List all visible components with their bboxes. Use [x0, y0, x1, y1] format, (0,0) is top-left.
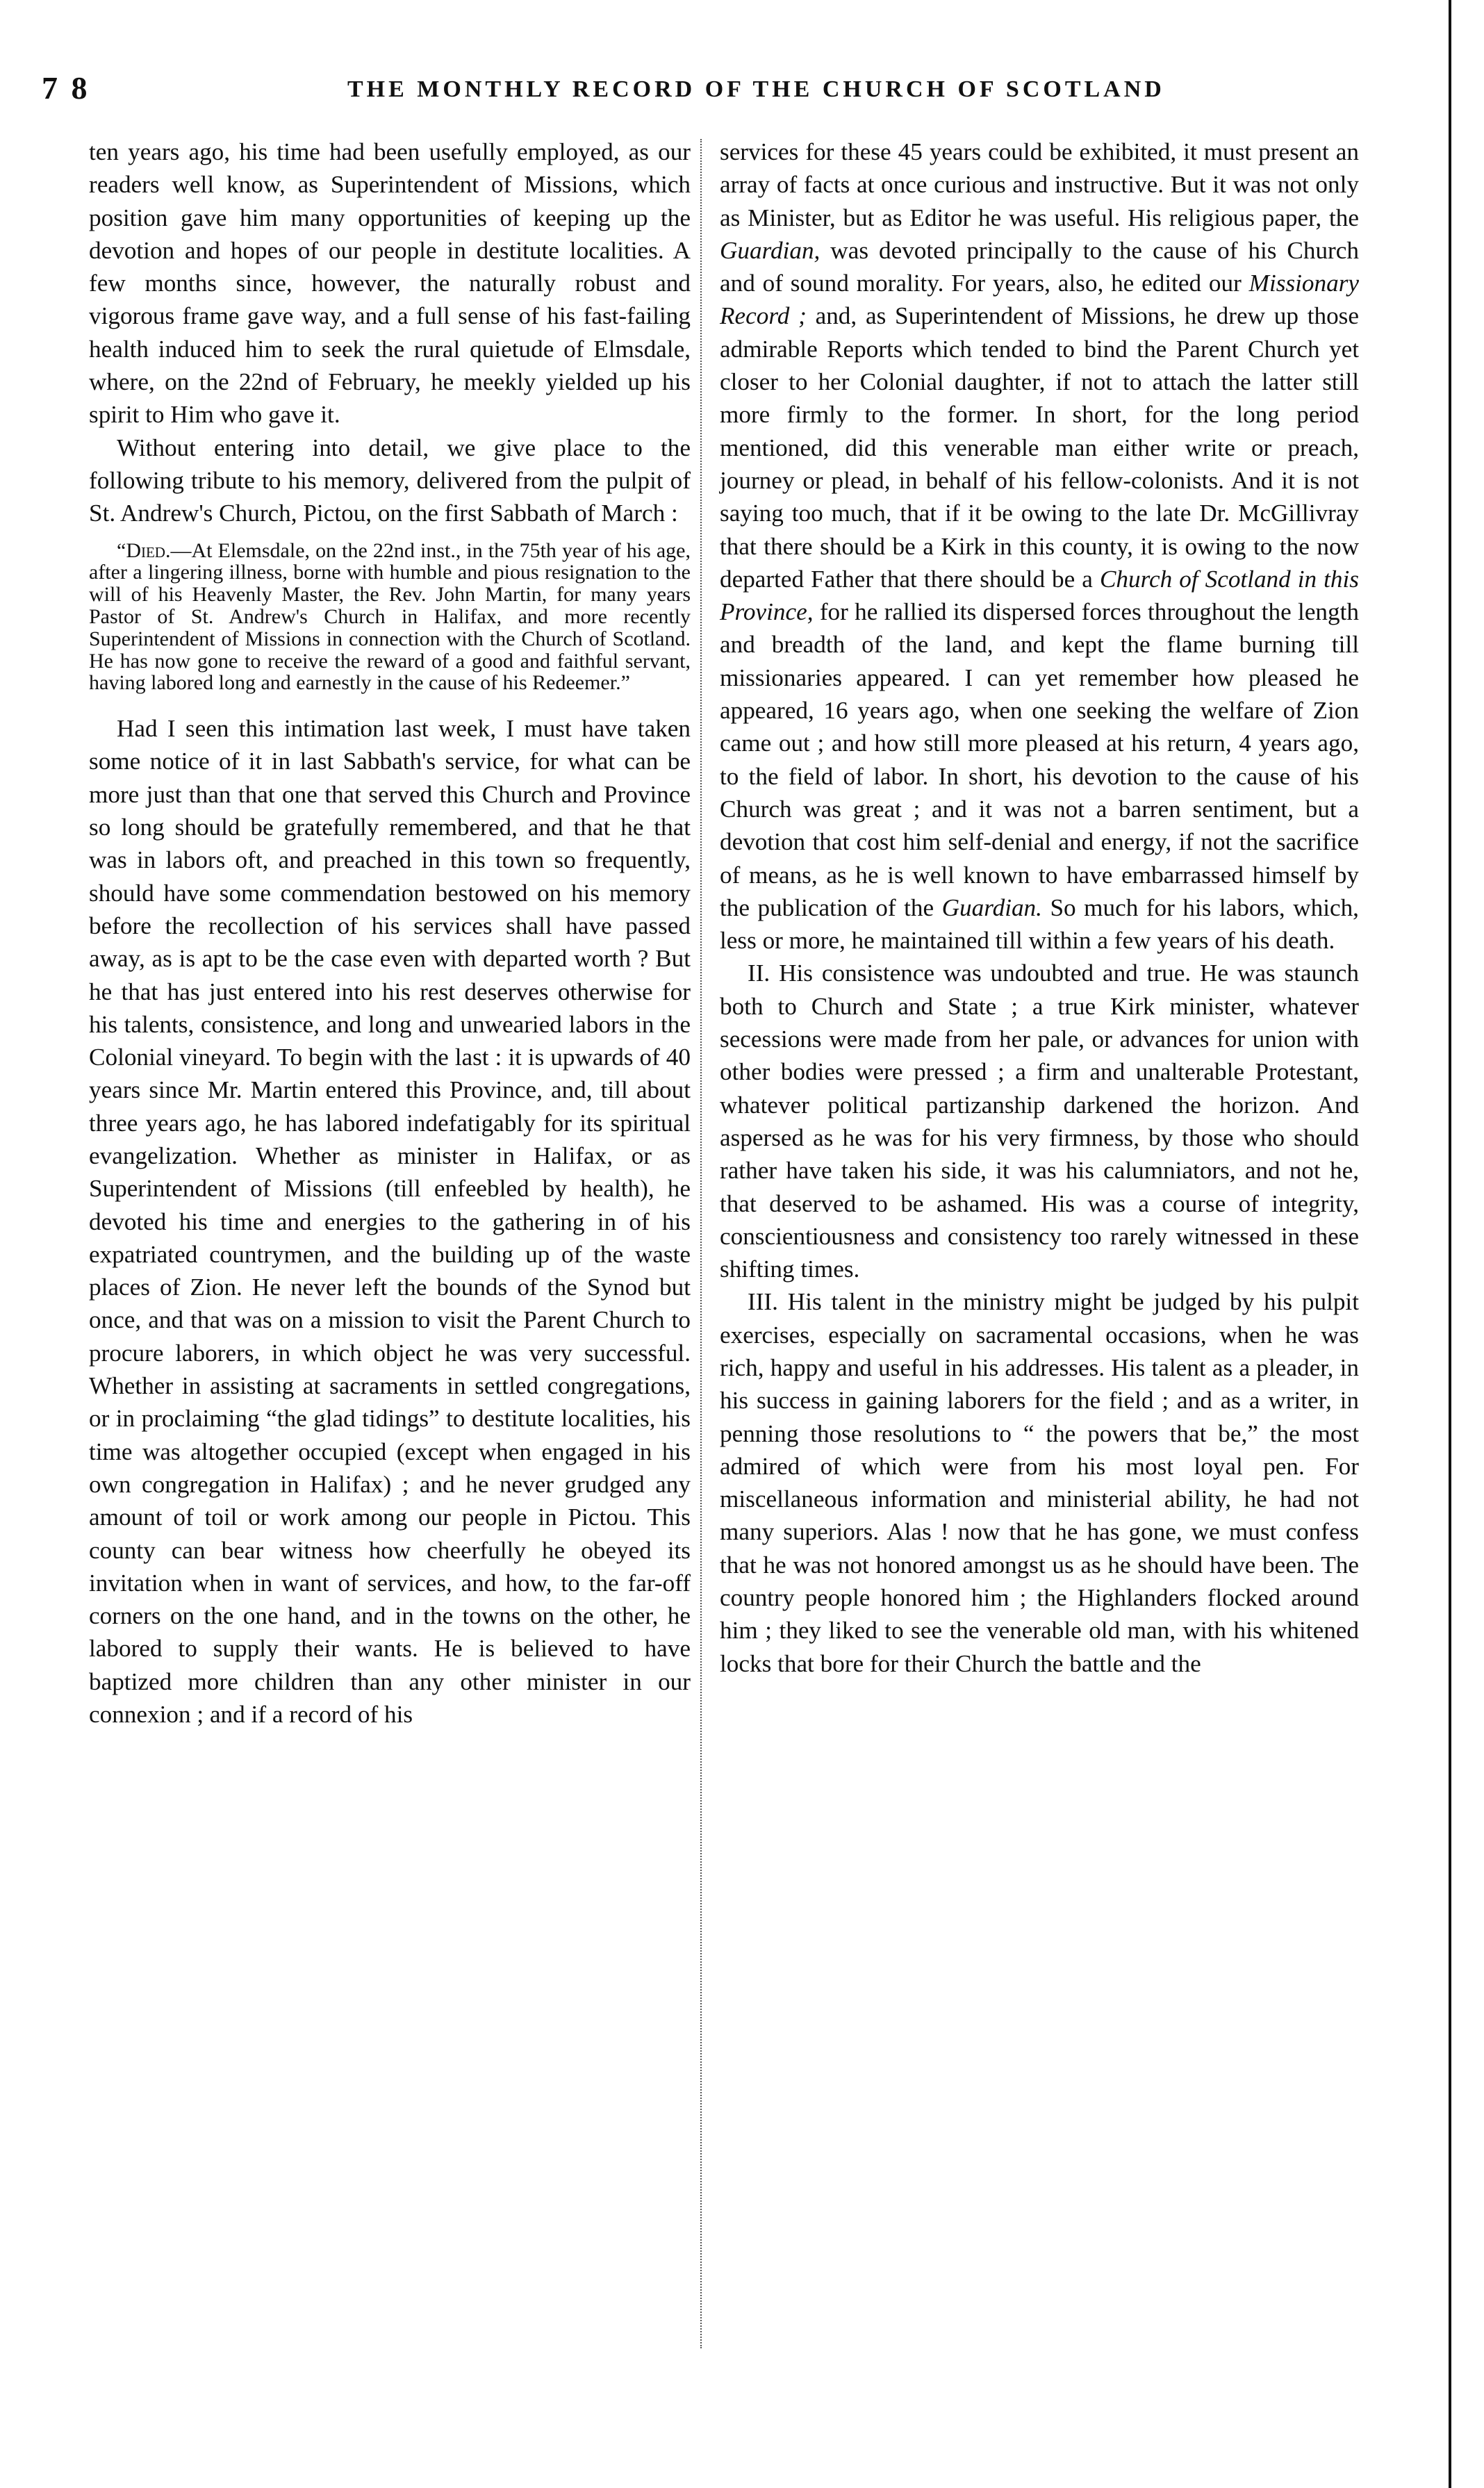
text-run: and, as Superintendent of Missions, he drew up those admirable Reports which tended to bind the Parent Church yet closer to her Colonial daughter, if not to attach the latter still more firmly to the former. In short, for the long period mentioned, did this venerable man either write or preach, journey or plead, in behalf of his fellow-colonists. And it is not saying too much, that if it be owing to the late Dr. McGillivray that there should be a Kirk in this county, it is owing to the now departed Father that there should be a: [720, 302, 1359, 593]
running-title: THE MONTHLY RECORD OF THE CHURCH OF SCOTLAND: [347, 76, 1165, 102]
page-header: [42, 69, 1403, 111]
left-paragraph-1: ten years ago, his time had been usefully employed, as our readers well know, as Superintendent of Missions, which position gave him many opportunities of keeping up the devotion and hopes of our people in destitute localities. A few months since, however, the naturally robust and vigorous frame gave way, and a full sense of his fast-failing health induced him to seek the rural quietude of Elmsdale, where, on the 22nd of February, he meekly yielded up his spirit to Him who gave it.: [89, 138, 691, 429]
right-paragraph-1: [720, 135, 1359, 957]
text-run: services for these 45 years could be exhibited, it must present an array of facts at once curious and instructive. But it was not only as Minister, but as Editor he was useful. His religious paper, the: [720, 138, 1359, 231]
italic-guardian-2: Guardian.: [941, 893, 1042, 921]
column-divider: [700, 139, 703, 2348]
left-column: [89, 135, 691, 1731]
quote-body: —At Elemsdale, on the 22nd inst., in the 75th year of his age, after a lingering illness, borne with humble and pious resignation to the will of his Heavenly Master, the Rev. John Martin, for many years Pastor of St. Andrew's Church in Halifax, and more recently Superintendent of Missions in connection with the Church of Scotland. He has now gone to receive the reward of a good and faithful servant, having labored long and earnestly in the cause of his Redeemer.”: [89, 538, 691, 695]
italic-missionary-record: Missionary Record ;: [720, 270, 1359, 330]
left-paragraph-2: Without entering into detail, we give place to the following tribute to his memory, delivered from the pulpit of St. Andrew's Church, Pictou, on the first Sabbath of March :: [89, 434, 691, 527]
page-edge-rule: [1449, 0, 1451, 2488]
right-paragraph-3: III. His talent in the ministry might be judged by his pulpit exercises, especially on sacramental occasions, when he was rich, happy and useful in his addresses. His talent as a pleader, in his success in gaining laborers for the field ; and as a writer, in penning those resolutions to “ the powers that be,” the most admired of which were from his most loyal pen. For miscellaneous information and ministerial ability, he had not many superiors. Alas ! now that he has gone, we must confess that he was not honored amongst us as he should have been. The country people honored him ; the Highlanders flocked around him ; they liked to see the venerable old man, with his whitened locks that bore for their Church the battle and the: [720, 1288, 1359, 1677]
italic-church-of-scotland: Church of Scotland in this Province,: [720, 565, 1359, 626]
right-paragraph-2: II. His consistence was undoubted and true. He was staunch both to Church and State ; a true Kirk minister, whatever secessions were made from her pale, or advances for union with other bodies were pressed ; a firm and unalterable Protestant, whatever political partizanship darkened the horizon. And aspersed as he was for his very firmness, by those who should rather have taken his side, it was his calumniators, and not he, that deserved to be ashamed. His was a course of integrity, conscientiousness and consistency too rarely witnessed in these shifting times.: [720, 959, 1359, 1283]
right-column: [720, 135, 1359, 1680]
left-paragraph-3: Had I seen this intimation last week, I must have taken some notice of it in last Sabbath's service, for what can be more just than that one that served this Church and Province so long should be gratefully remembered, and that he that was in labors oft, and preached in this town so frequently, should have some commendation bestowed on his memory before the recollection of his services shall have passed away, as is apt to be the case even with departed worth ? But he that has just entered into his rest deserves otherwise for his talents, consistence, and long and unwearied labors in the Colonial vineyard. To begin with the last : it is upwards of 40 years since Mr. Martin entered this Province, and, till about three years ago, he has labored indefatigably for its spiritual evangelization. Whether as minister in Halifax, or as Superintendent of Missions (till enfeebled by health), he devoted his time and energies to the gathering in of his expatriated countrymen, and the building up of the waste places of Zion. He never left the bounds of the Synod but once, and that was on a mission to visit the Parent Church to procure laborers, in which object he was very successful. Whether in assisting at sacraments in settled congregations, or in proclaiming “the glad tidings” to destitute localities, his time was altogether occupied (except when engaged in his own congregation in Halifax) ; and he never grudged any amount of toil or work among our people in Pictou. This county can bear witness how cheerfully he obeyed its invitation when in want of services, and how, to the far-off corners on the one hand, and in the towns on the other, he labored to supply their wants. He is believed to have baptized more children than any other minister in our connexion ; and if a record of his: [89, 715, 691, 1729]
obituary-quote: [89, 540, 691, 695]
text-run: for he rallied its dispersed forces throughout the length and breadth of the land, and kept the flame burning till missionaries appeared. I can yet remember how pleased he appeared, 16 years ago, when one seeking the welfare of Zion came out ; and how still more pleased at his return, 4 years ago, to the field of labor. In short, his devotion to the cause of his Church was great ; and it was not a barren sentiment, but a devotion that cost him self-denial and energy, if not the sacrifice of means, as he is well known to have embarrassed himself by the publication of the: [720, 598, 1359, 921]
text-run: was devoted principally to the cause of his Church and of sound morality. For years, also, he edited our: [720, 236, 1359, 297]
quote-lead: “Died.: [117, 538, 171, 562]
italic-guardian: Guardian,: [720, 236, 821, 264]
text-run: So much for his labors, which, less or more, he maintained till within a few years of his death.: [720, 893, 1359, 955]
page-number: 7 8: [42, 70, 90, 106]
